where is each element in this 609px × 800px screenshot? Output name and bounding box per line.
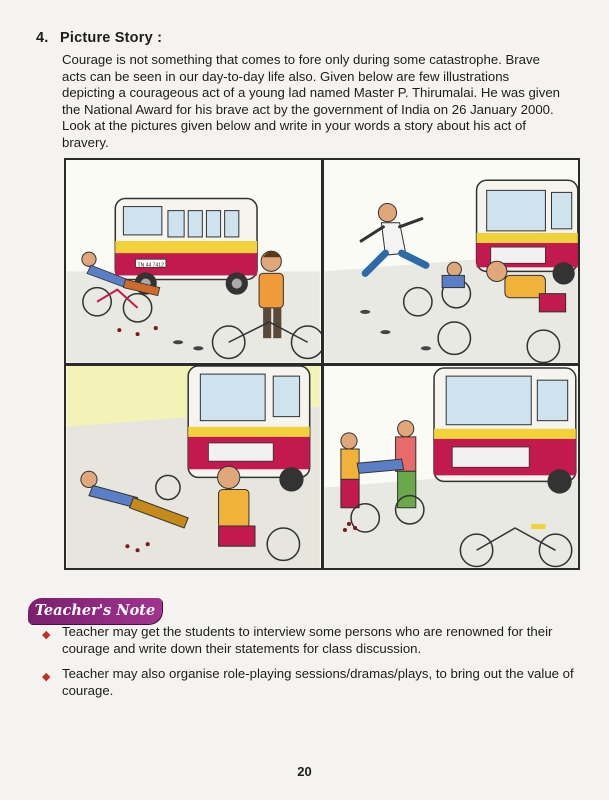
paragraph-line: acts can be seen in our day-to-day life also. Given below are few illustrations [62,68,510,84]
diamond-bullet-icon: ◆ [42,629,51,641]
bus [434,368,576,494]
teachers-note-item-1 [42,624,590,658]
panel-3-illustration [66,366,321,569]
paragraph-line: Courage is not something that comes to fore only during some catastrophe. Brave [62,52,540,67]
bus-plate: TN 44 7412 [137,262,164,269]
page-number: 20 [297,764,312,779]
question-paragraph [62,52,570,152]
paragraph-line: depicting a courageous act of a young lad named Master P. Thirumalai. He was given [62,85,560,101]
story-panel-1 [66,160,321,363]
question-title: Picture Story : [60,30,163,46]
note-text: Teacher may also organise role-playing sessions/dramas/plays, to bring out the value of courage. [62,666,574,698]
panel-2-illustration [324,160,579,363]
paragraph-line: Look at the pictures given below and write in your words a story about his act of [62,118,527,134]
picture-story-grid [64,158,580,570]
story-panel-2 [324,160,579,363]
story-panel-4 [324,366,579,569]
question-number: 4. [36,30,49,46]
paragraph-line: bravery. [62,134,109,150]
teachers-note-item-2 [42,666,590,700]
diamond-bullet-icon: ◆ [42,671,51,683]
panel-4-illustration [324,366,579,569]
paragraph-line: the National Award for his brave act by the government of India on 26 January 2000. [62,101,554,117]
question-heading [36,30,162,46]
story-panel-3 [66,366,321,569]
panel-1-illustration [66,160,321,363]
bus [115,198,257,294]
teachers-note-badge: Teacher's Note [28,598,162,624]
note-text: Teacher may get the students to interview some persons who are renowned for their courage and write down their statements for class discussion. [62,624,553,656]
bus [188,366,310,492]
